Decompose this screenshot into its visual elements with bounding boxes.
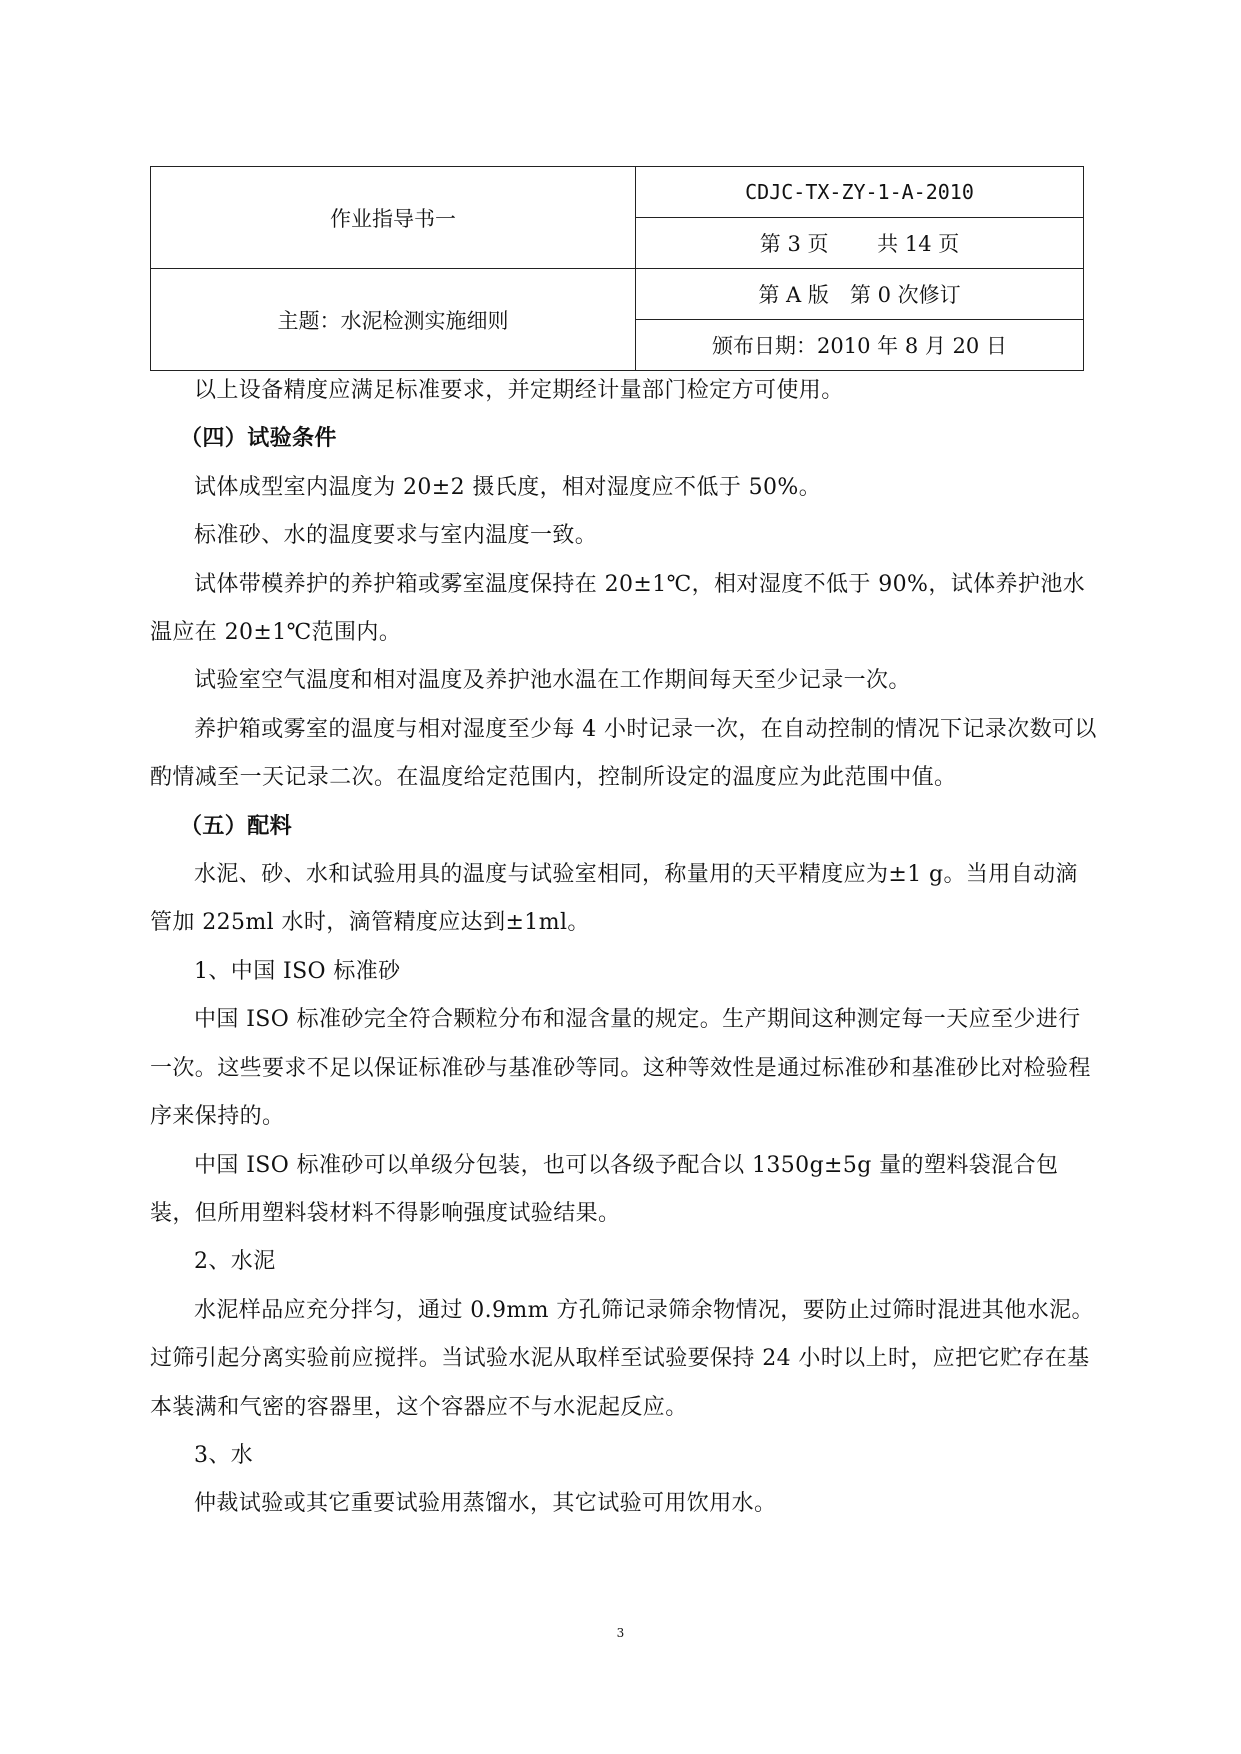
paragraph: 养护箱或雾室的温度与相对湿度至少每 4 小时记录一次，在自动控制的情况下记录次数可以酌情减至一天记录二次。在温度给定范围内，控制所设定的温度应为此范围中值。: [150, 716, 1097, 791]
paragraph: 水泥样品应充分拌匀，通过 0.9mm 方孔筛记录筛余物情况，要防止过筛时混进其他水泥。过筛引起分离实验前应搅拌。当试验水泥从取样至试验要保持 24 小时以上时，应把它贮存在基本装满和气密的容器里，这个容器应不与水泥起反应。: [150, 1297, 1094, 1420]
paragraph: 标准砂、水的温度要求与室内温度一致。: [194, 523, 598, 549]
paragraph: 以上设备精度应满足标准要求，并定期经计量部门检定方可使用。: [194, 378, 844, 403]
paragraph: 中国 ISO 标准砂可以单级分包装，也可以各级予配合以 1350g±5g 量的塑料袋混合包装，但所用塑料袋材料不得影响强度试验结果。: [150, 1152, 1059, 1226]
page-number: 3: [616, 1626, 625, 1640]
doc-subject: 主题：水泥检测实施细则: [151, 269, 636, 371]
paragraph: 试体带模养护的养护箱或雾室温度保持在 20±1℃，相对湿度不低于 90%，试体养护池水温应在 20±1℃范围内。: [150, 571, 1086, 646]
paragraph: 中国 ISO 标准砂完全符合颗粒分布和湿含量的规定。生产期间这种测定每一天应至少进行一次。这些要求不足以保证标准砂与基准砂等同。这种等效性是通过标准砂和基准砂比对检验程序来保持的。: [150, 1007, 1091, 1130]
issue-date: 颁布日期：2010 年 8 月 20 日: [636, 320, 1084, 371]
subsection-heading: 2、水泥: [194, 1249, 276, 1275]
section-heading: （五）配料: [180, 813, 293, 839]
page-info: 第 3 页 共 14 页: [636, 218, 1084, 269]
doc-version: 第 A 版 第 0 次修订: [636, 269, 1084, 320]
document-body: [150, 367, 1100, 1529]
paragraph: 水泥、砂、水和试验用具的温度与试验室相同，称量用的天平精度应为±1 g。当用自动滴管加 225ml 水时，滴管精度应达到±1ml。: [150, 862, 1078, 936]
section-heading: （四）试验条件: [180, 426, 337, 452]
subsection-heading: 1、中国 ISO 标准砂: [194, 958, 401, 984]
subsection-heading: 3、水: [194, 1442, 254, 1468]
paragraph: 仲裁试验或其它重要试验用蒸馏水，其它试验可用饮用水。: [194, 1491, 777, 1517]
paragraph: 试验室空气温度和相对温度及养护池水温在工作期间每天至少记录一次。: [194, 668, 911, 694]
doc-title: 作业指导书一: [151, 167, 636, 269]
doc-code: CDJC-TX-ZY-1-A-2010: [636, 167, 1084, 218]
header-table: [150, 166, 1084, 371]
paragraph: 试体成型室内温度为 20±2 摄氏度，相对湿度应不低于 50%。: [194, 474, 822, 500]
